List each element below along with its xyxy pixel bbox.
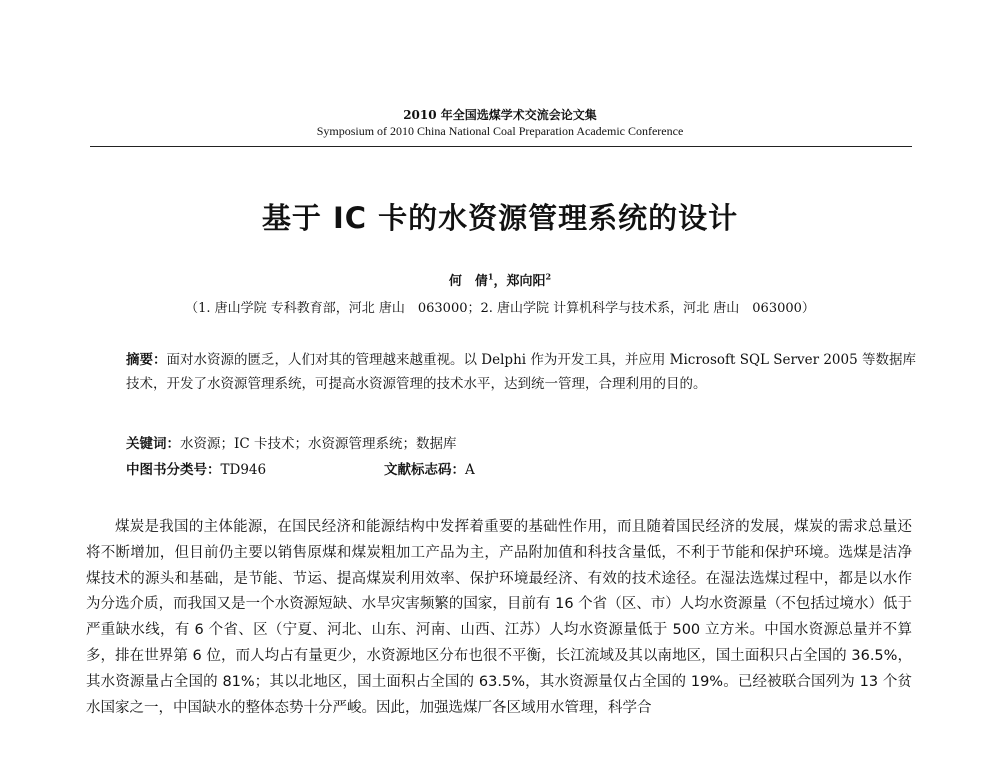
- abstract-text: 面对水资源的匮乏，人们对其的管理越来越重视。以 Delphi 作为开发工具，并应用 Microsoft SQL Server 2005 等数据库技术，开发了水资源管理系统，可提高水资源管理的技术水平，达到统一管理，合理利用的目的。: [126, 352, 916, 392]
- author-line: [0, 270, 1000, 289]
- running-header-english: Symposium of 2010 China National Coal Preparation Academic Conference: [316, 124, 684, 138]
- author-separator: ，: [493, 274, 507, 289]
- affiliation-line: （1. 唐山学院 专科教育部，河北 唐山 063000；2. 唐山学院 计算机科学与技术系，河北 唐山 063000）: [185, 301, 815, 316]
- clc-value: TD946: [220, 462, 267, 478]
- running-header-chinese: 2010 年全国选煤学术交流会论文集: [403, 108, 597, 122]
- document-code-label: 文献标志码：: [384, 462, 465, 478]
- document-code: [384, 458, 475, 482]
- author-name: 何 倩: [448, 274, 488, 289]
- author-name: 郑向阳: [506, 274, 546, 289]
- keywords-label: 关键词：: [126, 436, 180, 452]
- body-paragraph: 煤炭是我国的主体能源，在国民经济和能源结构中发挥着重要的基础性作用，而且随着国民经济的发展，煤炭的需求总量还将不断增加，但目前仍主要以销售原煤和煤炭粗加工产品为主，产品附加值和科技含量低，不利于节能和保护环境。选煤是洁净煤技术的源头和基础，是节能、节运、提高煤炭利用效率、保护环境最经济、有效的技术途径。在湿法选煤过程中，都是以水作为分选介质，而我国又是一个水资源短缺、水旱灾害频繁的国家，目前有 16 个省（区、市）人均水资源量（不包括过境水）低于严重缺水线，有 6 个省、区（宁夏、河北、山东、河南、山西、江苏）人均水资源量低于 500 立方米。中国水资源总量并不算多，排在世界第 6 位，而人均占有量更少，水资源地区分布也很不平衡，长江流域及其以南地区，国土面积只占全国的 36.5%，其水资源量占全国的 81%；其以北地区，国土面积占全国的 63.5%，其水资源量仅占全国的 19%。已经被联合国列为 13 个贫水国家之一，中国缺水的整体态势十分严峻。因此，加强选煤厂各区域用水管理，科学合: [86, 519, 912, 716]
- header-divider: [90, 146, 912, 147]
- abstract-block: [126, 348, 916, 396]
- paper-title: 基于 IC 卡的水资源管理系统的设计: [261, 201, 739, 235]
- author-affiliation-mark: 2: [545, 271, 552, 282]
- abstract-label: 摘要：: [126, 352, 167, 368]
- keywords-text: 水资源；IC 卡技术；水资源管理系统；数据库: [180, 436, 457, 452]
- author-affiliation-mark: 1: [487, 271, 494, 282]
- document-code-value: A: [465, 462, 475, 478]
- clc-label: 中图书分类号：: [126, 462, 221, 478]
- keywords-block: [126, 432, 916, 456]
- classification-block: [126, 458, 916, 482]
